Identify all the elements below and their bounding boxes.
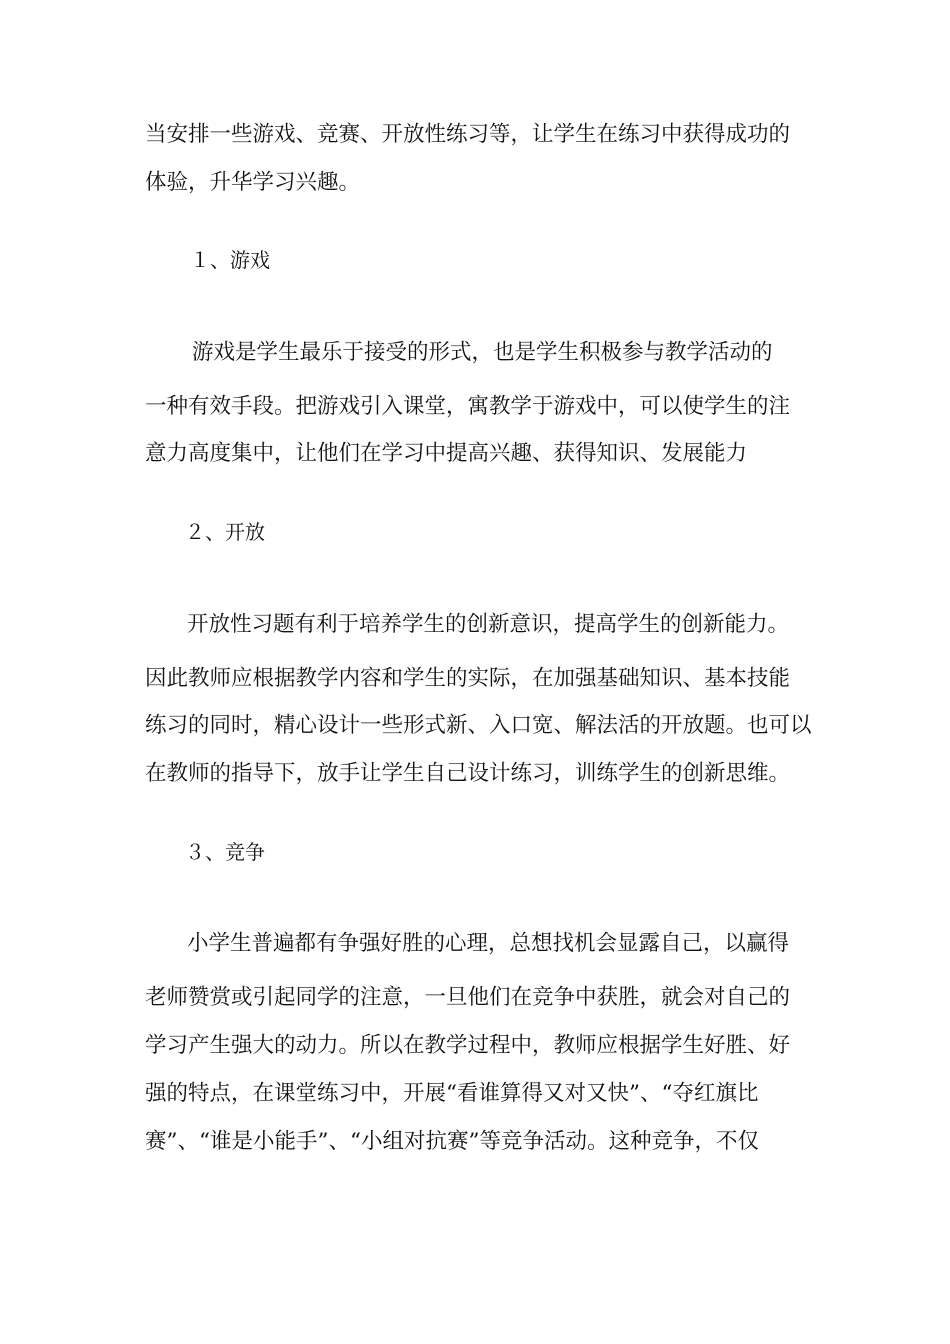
competition-line-5: 赛”、“谁是小能手”、“小组对抗赛”等竞争活动。这种竞争，不仅 (145, 1129, 759, 1154)
open-line-2: 因此教师应根据教学内容和学生的实际，在加强基础知识、基本技能 (145, 666, 791, 691)
section-heading-competition: ３、竞争 (185, 840, 265, 864)
intro-line-2: 体验，升华学习兴趣。 (145, 170, 361, 195)
section-heading-open: ２、开放 (185, 520, 265, 544)
competition-line-2: 老师赞赏或引起同学的注意，一旦他们在竞争中获胜，就会对自己的 (145, 985, 791, 1010)
competition-line-3: 学习产生强大的动力。所以在教学过程中，教师应根据学生好胜、好 (145, 1033, 791, 1058)
open-line-1: 开放性习题有利于培养学生的创新意识，提高学生的创新能力。 (187, 612, 790, 637)
games-line-3: 意力高度集中，让他们在学习中提高兴趣、获得知识、发展能力 (145, 441, 748, 466)
games-line-1: 游戏是学生最乐于接受的形式，也是学生积极参与教学活动的 (192, 340, 773, 365)
competition-line-4: 强的特点，在课堂练习中，开展“看谁算得又对又快”、“夺红旗比 (145, 1081, 759, 1106)
competition-line-1: 小学生普遍都有争强好胜的心理，总想找机会显露自己，以赢得 (187, 931, 790, 956)
games-line-2: 一种有效手段。把游戏引入课堂，寓教学于游戏中，可以使学生的注 (145, 394, 791, 419)
open-line-4: 在教师的指导下，放手让学生自己设计练习，训练学生的创新思维。 (145, 761, 791, 786)
intro-line-1: 当安排一些游戏、竞赛、开放性练习等，让学生在练习中获得成功的 (145, 122, 791, 147)
open-line-3: 练习的同时，精心设计一些形式新、入口宽、解法活的开放题。也可以 (145, 713, 812, 738)
section-heading-games: １、游戏 (190, 248, 270, 272)
